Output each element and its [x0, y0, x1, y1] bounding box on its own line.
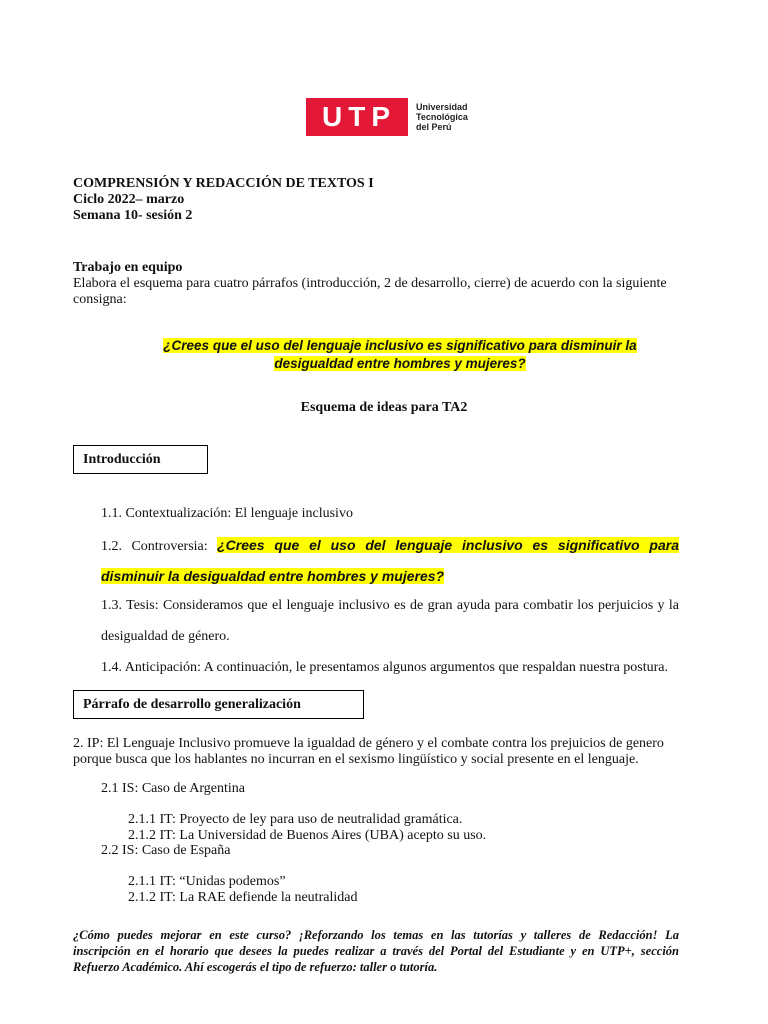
secondary-idea-2: 2.2 IS: Caso de España — [101, 843, 231, 858]
question-line-2: desigualdad entre hombres y mujeres? — [274, 356, 526, 371]
main-idea-line-2: porque busca que los hablantes no incurran en el sexismo lingüístico y social presente en el lenguaje. — [73, 752, 639, 767]
controversy-question-2: disminuir la desigualdad entre hombres y mujeres? — [101, 568, 445, 584]
intro-item-2-line-2 — [101, 568, 444, 586]
task-title: Trabajo en equipo — [73, 260, 183, 275]
course-header — [73, 176, 374, 224]
intro-item-3-line-1: 1.3. Tesis: Consideramos que el lenguaje inclusivo es de gran ayuda para combatir los perjuicios y la — [101, 598, 679, 613]
main-idea — [73, 736, 683, 768]
course-week: Semana 10- sesión 2 — [73, 208, 193, 223]
footer-note — [73, 927, 679, 975]
footer-line-1: ¿Cómo puedes mejorar en este curso? ¡Reforzando los temas en las tutorías y talleres de Redacción! La — [73, 928, 679, 942]
course-title: COMPRENSIÓN Y REDACCIÓN DE TEXTOS I — [73, 176, 374, 191]
question-line-1: ¿Crees que el uso del lenguaje inclusivo es significativo para disminuir la — [163, 338, 637, 353]
intro-item-1: 1.1. Contextualización: El lenguaje inclusivo — [101, 506, 353, 521]
logo-line-3: del Perú — [416, 122, 452, 132]
task-instruction-line-2: consigna: — [73, 292, 127, 307]
scheme-title: Esquema de ideas para TA2 — [300, 400, 468, 415]
controversy-question-1: ¿Crees que el uso del lenguaje inclusivo es significativo para — [217, 537, 679, 553]
tertiary-ideas-2 — [128, 874, 357, 906]
development-box: Párrafo de desarrollo generalización — [73, 690, 364, 719]
main-question — [100, 337, 700, 373]
logo-line-2: Tecnológica — [416, 112, 468, 122]
intro-item-4: 1.4. Anticipación: A continuación, le presentamos algunos argumentos que respaldan nuestra postura. — [101, 660, 668, 675]
intro-item-3-line-2: desigualdad de género. — [101, 629, 230, 644]
logo-text — [416, 102, 468, 132]
tertiary-idea-3: 2.1.1 IT: “Unidas podemos” — [128, 874, 286, 889]
main-idea-line-1: 2. IP: El Lenguaje Inclusivo promueve la igualdad de género y el combate contra los prejuicios de genero — [73, 736, 664, 751]
task-section — [73, 260, 683, 308]
footer-line-3: Refuerzo Académico. Ahí escogerás el tipo de refuerzo: taller o tutoría. — [73, 960, 438, 974]
secondary-idea-1: 2.1 IS: Caso de Argentina — [101, 781, 246, 796]
task-instruction-line-1: Elabora el esquema para cuatro párrafos (introducción, 2 de desarrollo, cierre) de acuerdo con la siguiente — [73, 276, 667, 291]
utp-logo — [306, 98, 468, 136]
tertiary-idea-1: 2.1.1 IT: Proyecto de ley para uso de neutralidad gramática. — [128, 812, 463, 827]
intro-item-2-line-1 — [101, 537, 679, 555]
course-cycle: Ciclo 2022– marzo — [73, 192, 185, 207]
tertiary-idea-2: 2.1.2 IT: La Universidad de Buenos Aires (UBA) acepto su uso. — [128, 828, 487, 843]
tertiary-idea-4: 2.1.2 IT: La RAE defiende la neutralidad — [128, 890, 358, 905]
footer-line-2: inscripción en el horario que desees la puedes realizar a través del Portal del Estudiante y en UTP+, sección — [73, 944, 679, 958]
logo-line-1: Universidad — [416, 102, 468, 112]
intro-box: Introducción — [73, 445, 208, 474]
controversy-label: 1.2. Controversia: — [101, 539, 218, 554]
logo-mark: UTP — [306, 98, 408, 136]
tertiary-ideas-1 — [128, 812, 486, 844]
